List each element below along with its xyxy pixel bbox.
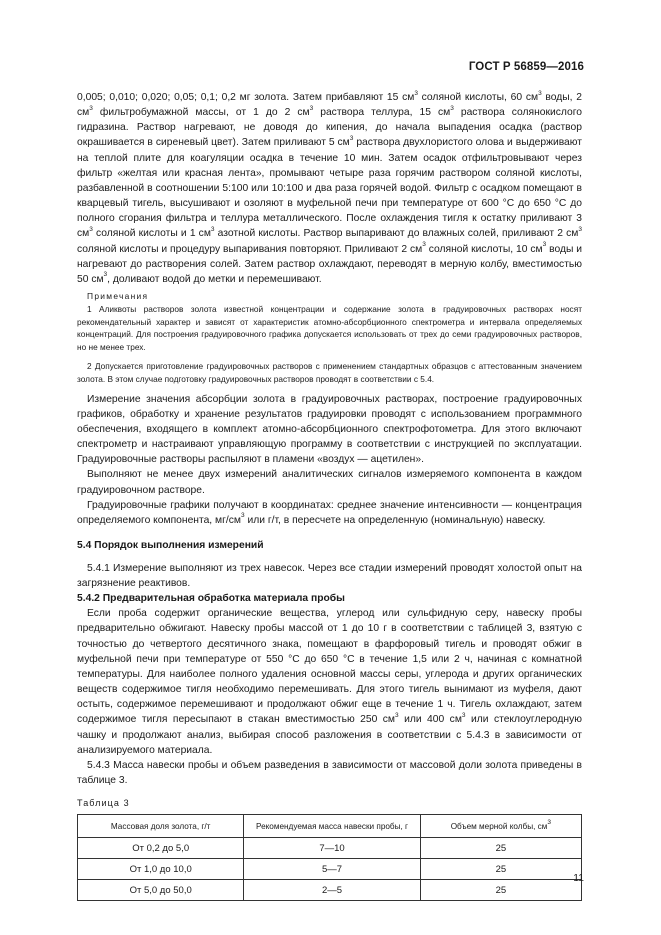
table-cell: От 1,0 до 10,0 [78,859,244,880]
paragraph-5-4-2: Если проба содержит органические вещества, углерод или сульфидную серу, навеску пробы предварительно обжигают. Навеску пробы массой от 1 до 10 г в соответствии с таблицей 3, взятую с точностью до четвертого десятичного знака, помещают в фарфоровый тигель и проводят обжиг в муфельной печи при температуре от 550 °С до 650 °С в течение 1,5 или 2 ч, начиная с комнатной температуры. Для наиболее полного удаления основной массы серы, углерода и других органических веществ содержимое тигля необходимо перемешивать. Для этого тигель вынимают из муфеля, дают остыть, содержимое перемешивают и продолжают обжиг еще в течение 1 ч. Тигель охлаждают, затем содержимое тигля пересыпают в стакан вместимостью 250 $см^3$ или 400 $см^3$ или стеклоуглеродную чашку и продолжают анализ, выбирая способ разложения в соответствии с 5.4.3 в зависимости от анализируемого материала. [77,608,582,756]
table-cell: 25 [420,859,581,880]
table-cell: От 0,2 до 5,0 [78,838,244,859]
table-row [78,859,582,880]
table-cell: 25 [420,838,581,859]
table-3 [77,814,582,901]
section-heading-5-4: 5.4 Порядок выполнения измерений [77,540,264,551]
paragraph-5-4-1: 5.4.1 Измерение выполняют из трех навесок. Через все стадии измерений проводят холостой опыт на загрязнение реактивов. [77,563,582,590]
table-cell: 5—7 [244,859,420,880]
paragraph-5-4-3: 5.4.3 Масса навески пробы и объем разведения в зависимости от массовой доли золота приведены в таблице 3. [77,759,582,787]
paragraph-absorption-measurement: Измерение значения абсорбции золота в градуировочных растворах, построение градуировочных графиков, обработку и хранение результатов градуировки проводят с использованием программного обеспечения, входящего в комплект атомно-абсорбционного спектрофотометра. Для этого включают спектрометр и настраивают управляющую программу в соответствии с инструкцией по эксплуатации. Градуировочные растворы распыляют в пламени «воздух — ацетилен». [77,393,582,466]
table-header-cell: Рекомендуемая масса навески пробы, г [244,815,420,838]
table-cell: 25 [420,880,581,901]
page-body [77,90,582,901]
table-header-cell: Массовая доля золота, г/т [78,815,244,838]
paragraph-two-measurements: Выполняют не менее двух измерений аналитических сигналов измеряемого компонента в каждом градуировочном растворе. [77,469,582,496]
paragraph-calibration-graphs: Градуировочные графики получают в координатах: среднее значение интенсивности — концентрация определяемого компонента, $мг/см^3$ или г/т, в пересчете на определенную (номинальную) навеску. [77,499,582,526]
table-cell: От 5,0 до 50,0 [78,880,244,901]
table-row [78,880,582,901]
paragraph-calibration-procedure: 0,005; 0,010; 0,020; 0,05; 0,1; 0,2 мг золота. Затем прибавляют 15 $см^3$ соляной кислоты, 60 $см^3$ воды, 2 $см^3$ фильтробумажной массы, от 1 до 2 $см^3$ раствора теллура, 15 $см^3$ раствора солянокислого гидразина. Раствор нагревают, не доводя до кипения, до начала выпадения осадка (раствор окрашивается в сиреневый цвет). Затем приливают 5 $см^3$ раствора двухлористого олова и выдерживают на теплой плите для коагуляции осадка в течение 10 мин. Затем осадок отфильтровывают через фильтр «желтая или красная лента», промывают четыре раза горячим раствором соляной кислоты, разбавленной в соотношении 5:100 или 10:100 и два раза горячей водой. Фильтр с осадком помещают в кварцевый тигель, высушивают и озоляют в муфельной печи при температуре от 600 °С до 650 °С до полного сгорания фильтра и теллура металлического. После охлаждения тигля к остатку приливают 3 $см^3$ соляной кислоты и 1 $см^3$ азотной кислоты. Раствор выпаривают до влажных солей, приливают 2 $см^3$ соляной кислоты и процедуру выпаривания повторяют. Приливают 2 $см^3$ соляной кислоты, 10 $см^3$ воды и нагревают до растворения солей. Затем раствор охлаждают, переводят в мерную колбу, вместимостью 50 $см^3$, доливают водой до метки и перемешивают. [77,89,583,285]
document-header: ГОСТ Р 56859—2016 [468,61,584,73]
page-number: 11 [573,873,584,884]
table-cell: 2—5 [244,880,420,901]
table-row [78,838,582,859]
table-caption: Таблица 3 [77,798,130,809]
table-cell: 7—10 [244,838,420,859]
section-heading-5-4-2: 5.4.2 Предварительная обработка материала пробы [77,593,345,605]
table-header-cell: Объем мерной колбы, $см^3$ [420,815,581,838]
note-1: 1 Аликвоты растворов золота известной концентрации и содержание золота в градуировочных растворах носят рекомендательный характер и зависят от характеристик атомно-абсорбционного спектрометра и интервала определяемых концентраций. Для построения градуировочного графика допускается использовать от трех до семи градуировочных растворов, но не менее трех. [77,304,582,352]
note-2: 2 Допускается приготовление градуировочных растворов с применением стандартных образцов с аттестованным значением золота. В этом случае подготовку градуировочных растворов проводят в соответствии с 5.4. [77,361,582,384]
table-header-row [78,815,582,838]
notes-heading: Примечания [87,291,149,302]
